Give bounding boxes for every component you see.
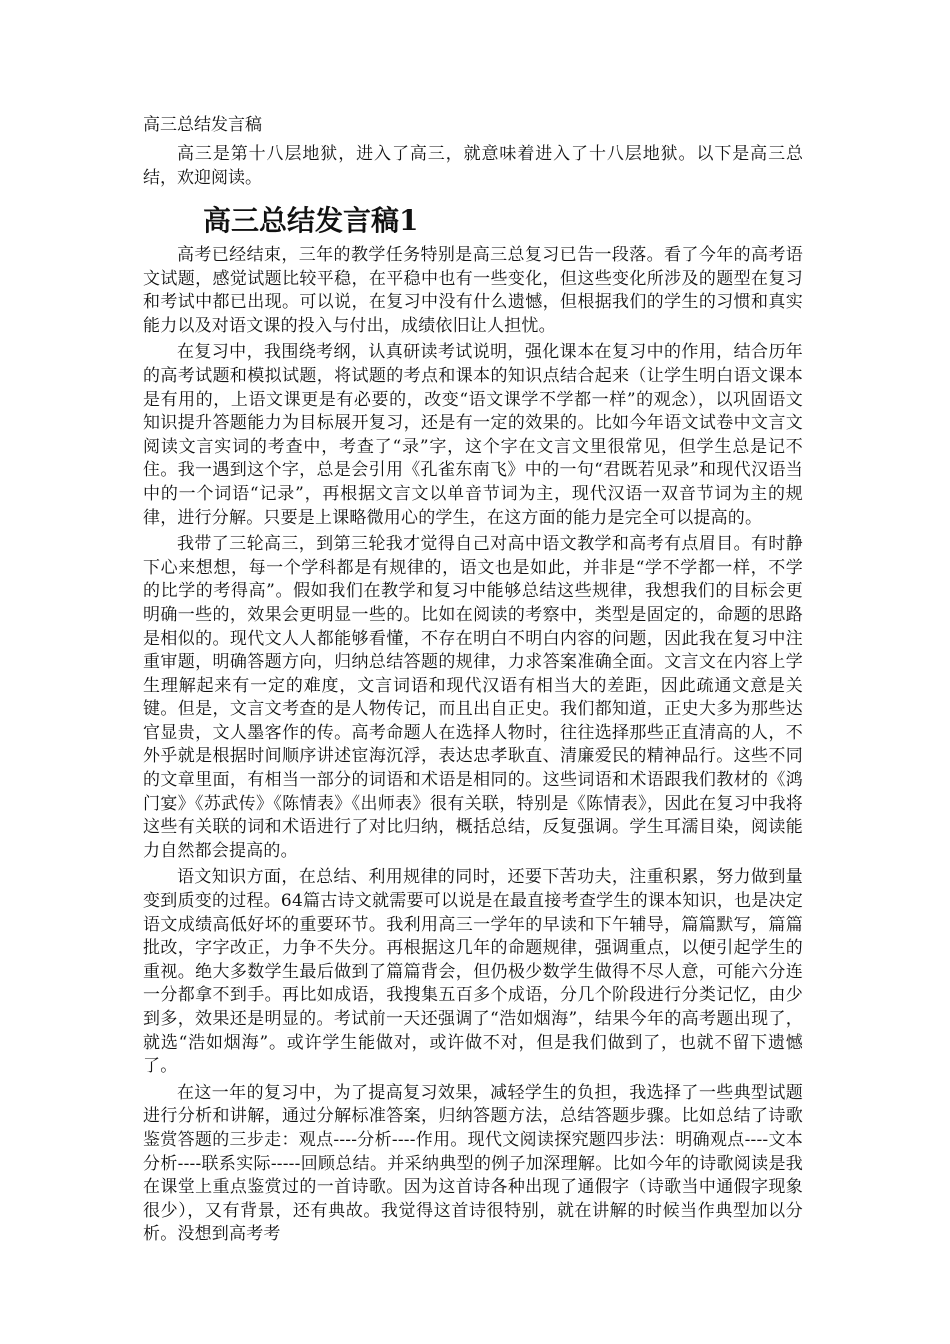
body-paragraph-4: 语文知识方面，在总结、利用规律的同时，还要下苦功夫，注重积累，努力做到量变到质变的过程。64篇古诗文就需要可以说是在最直接考查学生的课本知识，也是决定语文成绩高低好坏的重要环节。我利用高三一学年的早读和下午辅导，篇篇默写，篇篇批改，字字改正，力争不失分。再根据这几年的命题规律，强调重点，以便引起学生的重视。绝大多数学生最后做到了篇篇背会，但仍极少数学生做得不尽人意，可能六分连一分都拿不到手。再比如成语，我搜集五百多个成语，分几个阶段进行分类记忆，由少到多，效果还是明显的。考试前一天还强调了“浩如烟海”，结果今年的高考题出现了，就选“浩如烟海”。或许学生能做对，或许做不对，但是我们做到了，也就不留下遗憾了。	[143, 867, 803, 1077]
section-heading: 高三总结发言稿1	[203, 204, 419, 237]
body-paragraph-5: 在这一年的复习中，为了提高复习效果，减轻学生的负担，我选择了一些典型试题进行分析和讲解，通过分解标准答案，归纳答题方法，总结答题步骤。比如总结了诗歌鉴赏答题的三步走：观点----分析----作用。现代文阅读探究题四步法：明确观点----文本分析----联系实际-----回顾总结。并采纳典型的例子加深理解。比如今年的诗歌阅读是我在课堂上重点鉴赏过的一首诗歌。因为这首诗各种出现了通假字（诗歌当中通假字现象很少），又有背景，还有典故。我觉得这首诗很特别，就在讲解的时候当作典型加以分析。没想到高考考	[143, 1082, 803, 1245]
body-paragraph-2: 在复习中，我围绕考纲，认真研读考试说明，强化课本在复习中的作用，结合历年的高考试题和模拟试题，将试题的考点和课本的知识点结合起来（让学生明白语文课本是有用的，上语文课更是有必要的，改变“语文课学不学都一样”的观念），以巩固语文知识提升答题能力为目标展开复习，还是有一定的效果的。比如今年语文试卷中文言文阅读文言实词的考查中，考查了“录”字，这个字在文言文里很常见，但学生总是记不住。我一遇到这个字，总是会引用《孔雀东南飞》中的一句“君既若见录”和现代汉语当中的一个词语“记录”，再根据文言文以单音节词为主，现代汉语一双音节词为主的规律，进行分解。只要是上课略微用心的学生，在这方面的能力是完全可以提高的。	[143, 342, 803, 528]
body-paragraph-3: 我带了三轮高三，到第三轮我才觉得自己对高中语文教学和高考有点眉目。有时静下心来想想，每一个学科都是有规律的，语文也是如此，并非是“学不学都一样，不学的比学的考得高”。假如我们在教学和复习中能够总结这些规律，我想我们的目标会更明确一些的，效果会更明显一些的。比如在阅读的考察中，类型是固定的，命题的思路是相似的。现代文人人都能够看懂，不存在明白不明白内容的问题，因此我在复习中注重审题，明确答题方向，归纳总结答题的规律，力求答案准确全面。文言文在内容上学生理解起来有一定的难度，文言词语和现代汉语有相当大的差距，因此疏通文意是关键。但是，文言文考查的是人物传记，而且出自正史。我们都知道，正史大多为那些达官显贵，文人墨客作的传。高考命题人在选择人物时，往往选择那些正直清高的人，不外乎就是根据时间顺序讲述宦海沉浮，表达忠孝耿直、清廉爱民的精神品行。这些不同的文章里面，有相当一部分的词语和术语是相同的。这些词语和术语跟我们教材的《鸿门宴》《苏武传》《陈情表》《出师表》很有关联，特别是《陈情表》，因此在复习中我将这些有关联的词和术语进行了对比归纳，概括总结，反复强调。学生耳濡目染，阅读能力自然都会提高的。	[143, 534, 803, 861]
body-paragraph-1: 高考已经结束，三年的教学任务特别是高三总复习已告一段落。看了今年的高考语文试题，感觉试题比较平稳，在平稳中也有一些变化，但这些变化所涉及的题型在复习和考试中都已出现。可以说，在复习中没有什么遗憾，但根据我们的学生的习惯和真实能力以及对语文课的投入与付出，成绩依旧让人担忧。	[143, 245, 803, 336]
document-label: 高三总结发言稿	[143, 115, 262, 135]
intro-paragraph: 高三是第十八层地狱，进入了高三，就意味着进入了十八层地狱。以下是高三总结，欢迎阅读。	[143, 144, 803, 188]
document-page	[143, 112, 803, 1250]
